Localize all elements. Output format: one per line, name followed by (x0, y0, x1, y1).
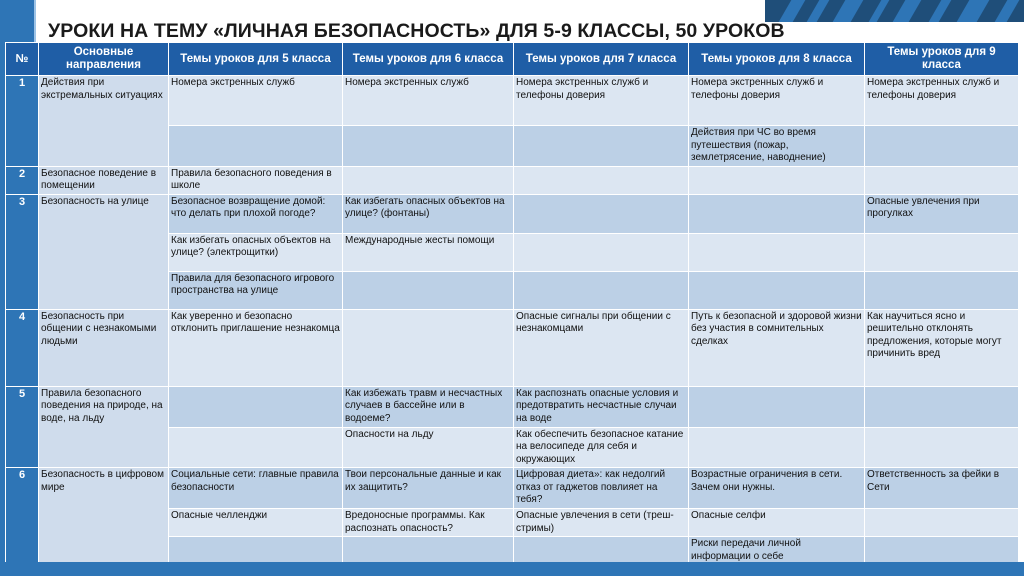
section-category: Безопасность при общении с незнакомыми людьми (39, 309, 169, 386)
table-cell: Правила для безопасного игрового пространства на улице (169, 271, 343, 309)
table-cell (343, 271, 514, 309)
table-cell: Твои персональные данные и как их защитить? (343, 468, 514, 509)
table-row (6, 194, 1019, 233)
table-cell: Как обеспечить безопасное катание на велосипеде для себя и окружающих (514, 427, 689, 468)
table-cell (343, 537, 514, 565)
table-cell (169, 537, 343, 565)
table-cell: Опасные увлечения в сети (треш-стримы) (514, 509, 689, 537)
header-grade7: Темы уроков для 7 класса (514, 43, 689, 76)
section-category: Правила безопасного поведения на природе, на воде, на льду (39, 386, 169, 468)
top-right-decor (765, 0, 1024, 22)
section-category: Безопасность на улице (39, 194, 169, 309)
table-cell (689, 233, 865, 271)
table-cell: Риски передачи личной информации о себе (689, 537, 865, 565)
table-cell: Правила безопасного поведения в школе (169, 166, 343, 194)
table-cell (865, 509, 1019, 537)
header-row (6, 43, 1019, 76)
table-cell (689, 194, 865, 233)
table-cell (689, 386, 865, 427)
table-cell: Действия при ЧС во время путешествия (пожар, землетрясение, наводнение) (689, 126, 865, 167)
table-cell: Международные жесты помощи (343, 233, 514, 271)
table-cell (514, 271, 689, 309)
table-cell (514, 233, 689, 271)
table-cell: Как избежать травм и несчастных случаев в бассейне или в водоеме? (343, 386, 514, 427)
table-row (6, 386, 1019, 427)
table-row (6, 468, 1019, 509)
table-cell (343, 126, 514, 167)
table-row (6, 166, 1019, 194)
table-cell: Как научиться ясно и решительно отклонять предложения, которые могут причинить вред (865, 309, 1019, 386)
table-cell: Возрастные ограничения в сети. Зачем они нужны. (689, 468, 865, 509)
table-cell (169, 386, 343, 427)
table-cell: Номера экстренных служб (169, 76, 343, 126)
table-cell (514, 126, 689, 167)
table-cell: Номера экстренных служб (343, 76, 514, 126)
header-grade6: Темы уроков для 6 класса (343, 43, 514, 76)
table-cell: Цифровая диета»: как недолгий отказ от гаджетов повлияет на тебя? (514, 468, 689, 509)
table-cell: Путь к безопасной и здоровой жизни без участия в сомнительных сделках (689, 309, 865, 386)
table-cell (865, 126, 1019, 167)
table-cell (865, 386, 1019, 427)
table-cell: Как распознать опасные условия и предотвратить несчастные случаи на воде (514, 386, 689, 427)
table-cell: Вредоносные программы. Как распознать опасность? (343, 509, 514, 537)
table-cell: Ответственность за фейки в Сети (865, 468, 1019, 509)
table-cell (865, 271, 1019, 309)
table-cell (169, 126, 343, 167)
table-cell (514, 166, 689, 194)
bottom-decor-band (0, 562, 1024, 576)
header-grade5: Темы уроков для 5 класса (169, 43, 343, 76)
table-cell: Безопасное возвращение домой: что делать при плохой погоде? (169, 194, 343, 233)
table-cell: Опасные увлечения при прогулках (865, 194, 1019, 233)
table-cell: Номера экстренных служб и телефоны доверия (514, 76, 689, 126)
table-cell (343, 309, 514, 386)
section-number: 4 (6, 309, 39, 386)
header-grade8: Темы уроков для 8 класса (689, 43, 865, 76)
table-cell: Номера экстренных служб и телефоны доверия (689, 76, 865, 126)
page-title: УРОКИ НА ТЕМУ «ЛИЧНАЯ БЕЗОПАСНОСТЬ» ДЛЯ 5-9 КЛАССЫ, 50 УРОКОВ (48, 20, 785, 42)
table-cell: Социальные сети: главные правила безопасности (169, 468, 343, 509)
table-cell (514, 537, 689, 565)
table-cell (514, 194, 689, 233)
table-cell (689, 166, 865, 194)
table-cell (865, 537, 1019, 565)
section-number: 2 (6, 166, 39, 194)
table-cell: Опасные челленджи (169, 509, 343, 537)
table-row (6, 76, 1019, 126)
table-row (6, 309, 1019, 386)
table-cell: Опасные сигналы при общении с незнакомцами (514, 309, 689, 386)
section-number: 3 (6, 194, 39, 309)
lessons-table (5, 42, 1019, 565)
section-category: Безопасность в цифровом мире (39, 468, 169, 565)
table-cell: Номера экстренных служб и телефоны доверия (865, 76, 1019, 126)
section-number: 1 (6, 76, 39, 167)
section-number: 5 (6, 386, 39, 468)
header-grade9: Темы уроков для 9 класса (865, 43, 1019, 76)
section-category: Действия при экстремальных ситуациях (39, 76, 169, 167)
table-cell (169, 427, 343, 468)
table-cell (865, 166, 1019, 194)
table-cell: Как избегать опасных объектов на улице? (электрощитки) (169, 233, 343, 271)
table-cell: Опасности на льду (343, 427, 514, 468)
header-num: № (6, 43, 39, 76)
table-cell: Как избегать опасных объектов на улице? (фонтаны) (343, 194, 514, 233)
section-number: 6 (6, 468, 39, 565)
table-cell (689, 271, 865, 309)
table-cell (865, 427, 1019, 468)
table-cell: Как уверенно и безопасно отклонить приглашение незнакомца (169, 309, 343, 386)
table-cell (343, 166, 514, 194)
table-cell (689, 427, 865, 468)
table-cell (865, 233, 1019, 271)
section-category: Безопасное поведение в помещении (39, 166, 169, 194)
table-cell: Опасные селфи (689, 509, 865, 537)
header-category: Основные направления (39, 43, 169, 76)
